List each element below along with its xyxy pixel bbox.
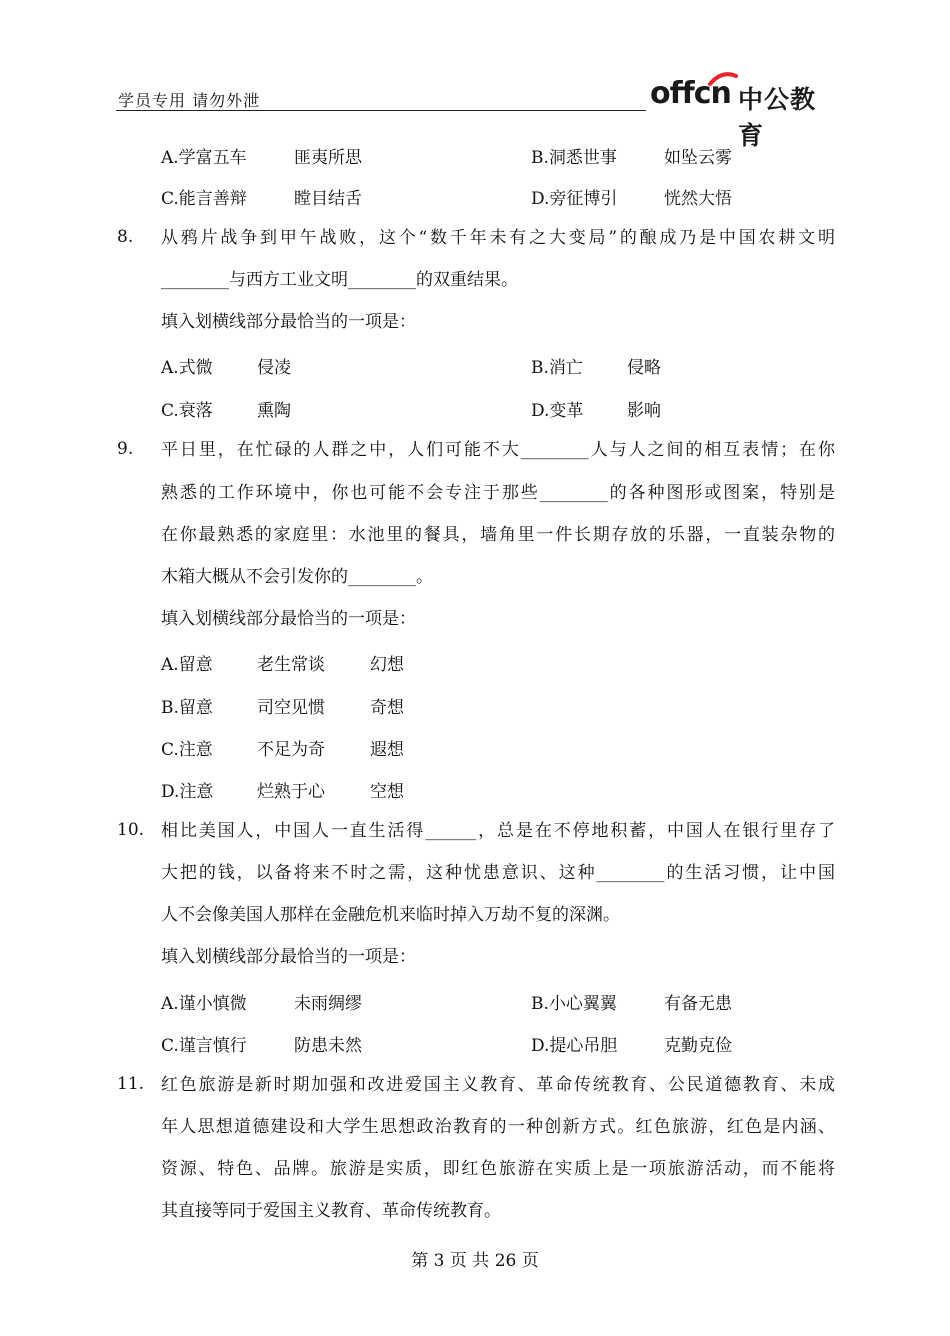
q8-number: 8. <box>117 227 134 247</box>
q9-option-c-word3: 遐想 <box>370 740 404 760</box>
q8-prompt: 填入划横线部分最恰当的一项是： <box>161 312 416 332</box>
q9-option-d: D.注意 <box>161 782 214 802</box>
q9-option-b-word3: 奇想 <box>370 698 404 718</box>
q9-option-b: B.留意 <box>161 698 213 718</box>
q7-option-d-word2: 恍然大悟 <box>664 189 732 209</box>
q9-line-2: 熟悉的工作环境中，你也可能不会专注于那些________的各种图形或图案，特别是 <box>161 483 835 503</box>
q7-option-b-word2: 如坠云雾 <box>664 148 732 168</box>
q7-option-d: D.旁征博引 <box>531 189 618 209</box>
q10-line-2: 大把的钱，以备将来不时之需，这种忧患意识、这种________的生活习惯，让中国 <box>161 863 835 883</box>
q8-option-b: B.消亡 <box>531 358 583 378</box>
q9-option-d-word3: 空想 <box>370 782 404 802</box>
q11-line-2: 年人思想道德建设和大学生思想政治教育的一种创新方式。红色旅游，红色是内涵、 <box>161 1117 835 1137</box>
logo-latin-text: offcn <box>650 76 731 111</box>
offcn-logo <box>650 76 840 150</box>
q8-option-c: C.衰落 <box>161 401 213 421</box>
q7-option-a-word2: 匪夷所思 <box>294 148 362 168</box>
q9-option-a-word2: 老生常谈 <box>257 655 325 675</box>
q9-option-c-word2: 不足为奇 <box>257 740 325 760</box>
q10-option-a: A.谨小慎微 <box>161 994 247 1014</box>
q9-line-1: 平日里，在忙碌的人群之中，人们可能不大________人与人之间的相互表情；在你 <box>161 440 835 460</box>
q9-option-d-word2: 烂熟于心 <box>257 782 325 802</box>
q9-number: 9. <box>117 439 134 459</box>
q11-number: 11. <box>117 1074 145 1094</box>
q10-option-c-word2: 防患未然 <box>294 1036 362 1056</box>
q10-option-c: C.谨言慎行 <box>161 1036 247 1056</box>
q8-line-1: 从鸦片战争到甲午战败，这个“数千年未有之大变局”的酿成乃是中国农耕文明 <box>161 228 835 248</box>
q8-line-2: ________与西方工业文明________的双重结果。 <box>161 270 518 290</box>
header-left-text: 学员专用 请勿外泄 <box>118 91 261 110</box>
q10-line-1: 相比美国人，中国人一直生活得______，总是在不停地积蓄，中国人在银行里存了 <box>161 821 835 841</box>
page-number: 第 3 页 共 26 页 <box>411 1251 539 1271</box>
q8-option-a-word2: 侵凌 <box>257 358 291 378</box>
q11-line-3: 资源、特色、品牌。旅游是实质，即红色旅游在实质上是一项旅游活动，而不能将 <box>161 1159 835 1179</box>
q7-option-c: C.能言善辩 <box>161 189 247 209</box>
q7-option-c-word2: 瞠目结舌 <box>294 189 362 209</box>
q8-option-d: D.变革 <box>531 401 584 421</box>
q7-option-a: A.学富五车 <box>161 148 247 168</box>
q10-prompt: 填入划横线部分最恰当的一项是： <box>161 947 416 967</box>
q11-line-4: 其直接等同于爱国主义教育、革命传统教育。 <box>161 1201 501 1221</box>
logo-swoosh-icon <box>708 72 738 86</box>
header-rule <box>116 110 646 111</box>
q10-option-d: D.提心吊胆 <box>531 1036 618 1056</box>
q10-option-a-word2: 未雨绸缪 <box>294 994 362 1014</box>
q9-option-a-word3: 幻想 <box>370 655 404 675</box>
q9-line-4: 木箱大概从不会引发你的________。 <box>161 567 433 587</box>
q10-option-b: B.小心翼翼 <box>531 994 617 1014</box>
q11-line-1: 红色旅游是新时期加强和改进爱国主义教育、革命传统教育、公民道德教育、未成 <box>161 1075 835 1095</box>
q9-prompt: 填入划横线部分最恰当的一项是： <box>161 609 416 629</box>
q10-option-b-word2: 有备无患 <box>664 994 732 1014</box>
q10-number: 10. <box>117 820 145 840</box>
q9-option-c: C.注意 <box>161 740 213 760</box>
q7-option-b: B.洞悉世事 <box>531 148 617 168</box>
q9-option-a: A.留意 <box>161 655 213 675</box>
logo-cn-text: 中公教育 <box>738 85 817 150</box>
q10-line-3: 人不会像美国人那样在金融危机来临时掉入万劫不复的深渊。 <box>161 905 620 925</box>
q8-option-c-word2: 熏陶 <box>257 401 291 421</box>
q8-option-d-word2: 影响 <box>627 401 661 421</box>
q10-option-d-word2: 克勤克俭 <box>664 1036 732 1056</box>
q8-option-b-word2: 侵略 <box>627 358 661 378</box>
q9-option-b-word2: 司空见惯 <box>257 698 325 718</box>
q8-option-a: A.式微 <box>161 358 213 378</box>
q9-line-3: 在你最熟悉的家庭里：水池里的餐具，墙角里一件长期存放的乐器，一直装杂物的 <box>161 525 835 545</box>
